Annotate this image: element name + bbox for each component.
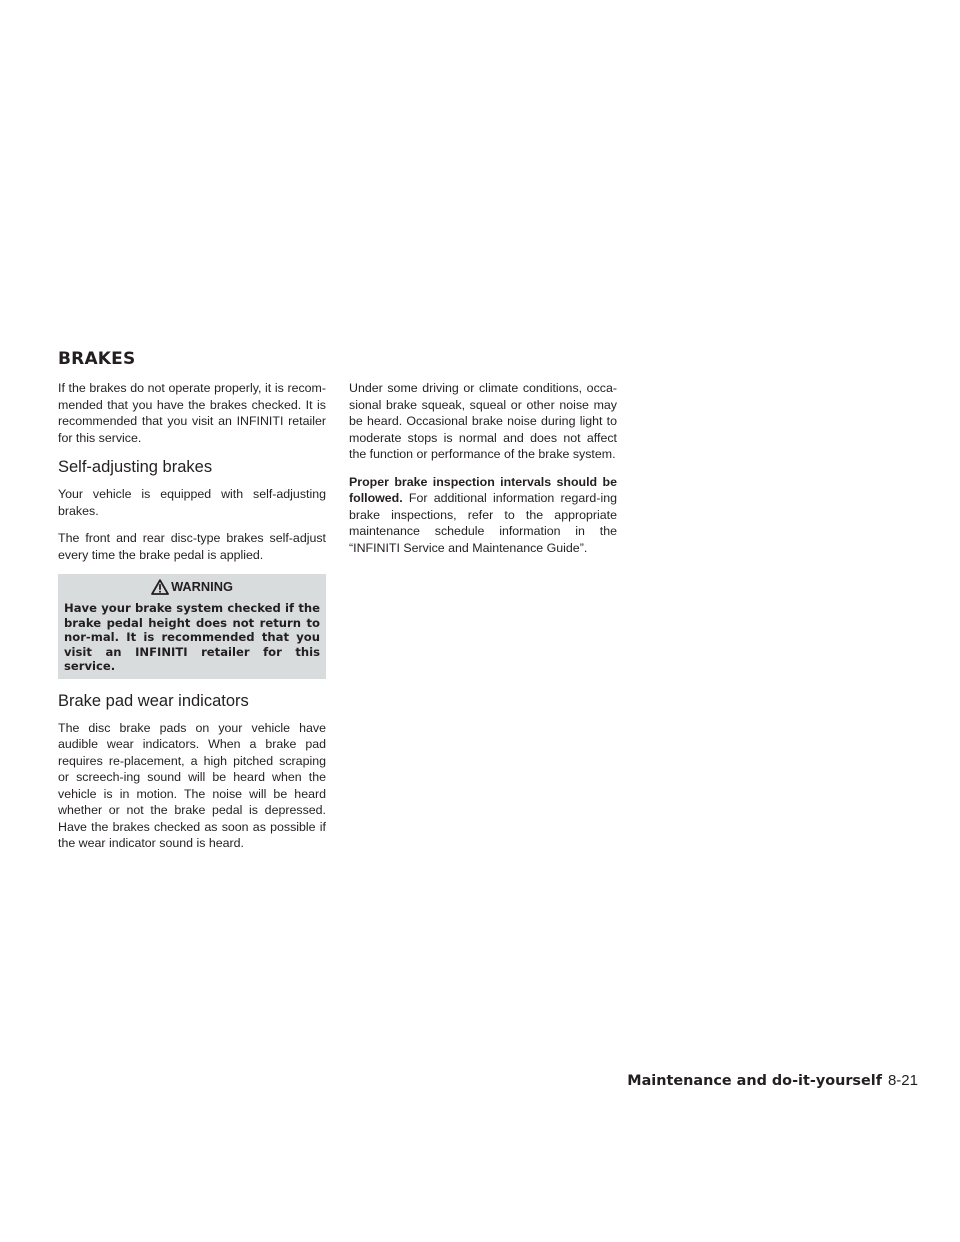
- pad-wear-paragraph: The disc brake pads on your vehicle have audible wear indicators. When a brake pad requires re-placement, a high pitched scraping or screech-ing sound will be heard when the vehicle is in motion. The noise will be heard whether or not the brake pedal is depressed. Have the brakes checked as soon as possible if the wear indicator sound is heard.: [58, 720, 326, 851]
- warning-triangle-icon: [151, 579, 169, 595]
- warning-box: [58, 574, 326, 679]
- self-adjusting-paragraph-2: The front and rear disc-type brakes self-adjust every time the brake pedal is applied.: [58, 531, 326, 562]
- footer-section-name: Maintenance and do-it-yourself: [627, 1073, 882, 1089]
- page-footer: [627, 1072, 918, 1089]
- pad-wear-heading: Brake pad wear indicators: [58, 691, 249, 710]
- self-adjusting-heading: Self-adjusting brakes: [58, 458, 213, 476]
- warning-text: Have your brake system checked if the brake pedal height does not return to nor-mal. It is recommended that you visit an INFINITI retailer for this service.: [64, 601, 320, 674]
- intro-paragraph: If the brakes do not operate properly, it is recom-mended that you have the brakes checked. It is recommended that you visit an INFINITI retailer for this service.: [58, 381, 326, 445]
- page-number: 8-21: [887, 1072, 918, 1089]
- inspection-text: For additional information regard-ing brake inspections, refer to the appropriate maintenance schedule information in the “INFINITI Service and Maintenance Guide”.: [349, 491, 617, 555]
- warning-header: [64, 578, 320, 596]
- self-adjusting-paragraph-1: Your vehicle is equipped with self-adjusting brakes.: [58, 487, 326, 518]
- right-column: [349, 380, 617, 567]
- inspection-paragraph: [349, 474, 617, 557]
- left-column: [58, 380, 326, 863]
- noise-paragraph: Under some driving or climate conditions, occa-sional brake squeak, squeal or other noise may be heard. Occasional brake noise during light to moderate stops is normal and does not affect the function or performance of the brake system.: [349, 381, 617, 461]
- warning-title: WARNING: [171, 579, 233, 594]
- inspection-bold-lead: Proper brake inspection intervals should be followed.: [349, 474, 617, 505]
- section-title: BRAKES: [58, 349, 136, 369]
